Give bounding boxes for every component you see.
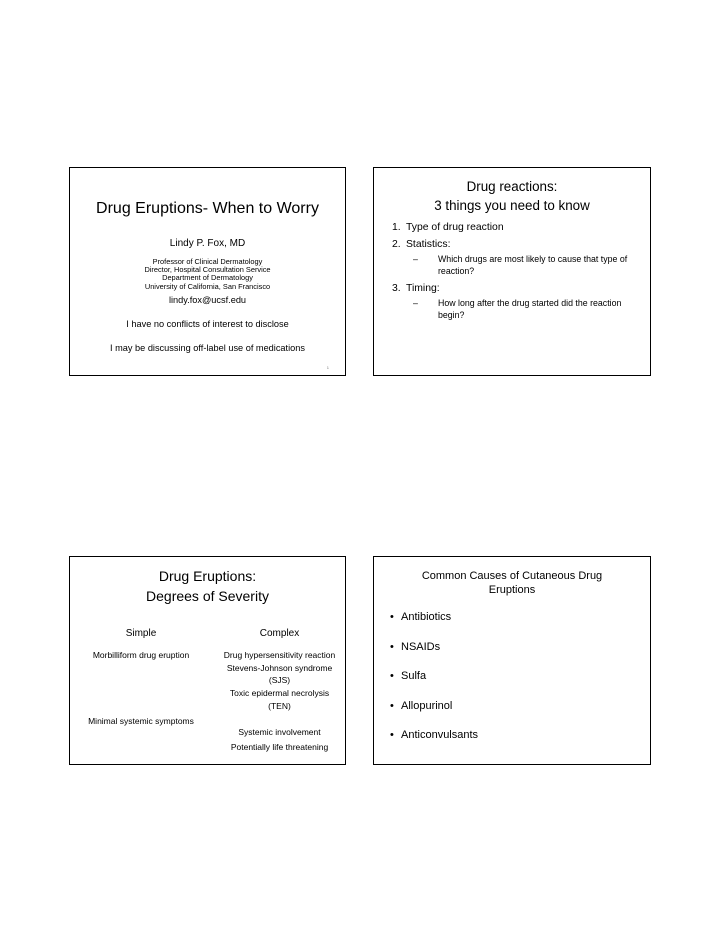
slide-1-title: Drug Eruptions- When to Worry: [96, 200, 319, 217]
title-line: 3 things you need to know: [434, 198, 590, 213]
sub-item: [392, 297, 640, 321]
list-item: [392, 236, 640, 253]
slide-4-title: [374, 569, 650, 597]
bullet-marker: •: [390, 670, 394, 682]
list-text: Statistics:: [406, 239, 451, 250]
title-line: Drug reactions:: [466, 179, 558, 194]
author-name: Lindy P. Fox, MD: [169, 238, 246, 249]
list-number: 2.: [392, 239, 401, 250]
list-number: 3.: [392, 283, 401, 294]
bullet-text: Sulfa: [401, 670, 427, 682]
numbered-list: [392, 219, 640, 324]
bullet-marker: •: [390, 640, 394, 653]
title-line: Common Causes of Cutaneous Drug: [421, 570, 603, 582]
slide-2-title: [374, 177, 650, 215]
page-number: 1: [326, 365, 329, 370]
complex-item: (SJS): [268, 675, 291, 685]
sub-item: [392, 253, 640, 277]
slide-drug-reactions: [373, 167, 651, 376]
list-item: [392, 219, 640, 236]
bullet-marker: •: [390, 699, 394, 712]
bullet-marker: •: [390, 729, 394, 741]
bullet-text: Allopurinol: [401, 699, 453, 712]
bullet-text: NSAIDs: [401, 640, 441, 653]
title-line: Eruptions: [488, 584, 536, 596]
simple-item: Morbilliform drug eruption: [92, 650, 190, 660]
affiliation-line: Professor of Clinical Dermatology: [152, 257, 263, 266]
simple-item: Minimal systemic symptoms: [88, 716, 194, 726]
simple-header: Simple: [125, 628, 157, 639]
complex-item: Toxic epidermal necrolysis: [229, 688, 330, 698]
sub-item-line: How long after the drug started did the reaction: [438, 298, 622, 308]
author-affiliation: [70, 258, 345, 291]
slide-severity: [69, 556, 346, 765]
slide-title: [69, 167, 346, 376]
title-line: Drug Eruptions:: [158, 568, 257, 584]
affiliation-line: University of California, San Francisco: [144, 281, 271, 291]
author-email: lindy.fox@ucsf.edu: [168, 295, 247, 305]
complex-item: Stevens-Johnson syndrome: [226, 663, 333, 673]
complex-header: Complex: [259, 628, 300, 639]
list-text: Timing:: [406, 283, 440, 294]
offlabel-text: I may be discussing off-label use of medications: [110, 343, 305, 353]
dash-marker: –: [413, 298, 418, 308]
affiliation-line: Director, Hospital Consultation Service: [144, 265, 271, 275]
complex-item: Drug hypersensitivity reaction: [223, 650, 336, 660]
bullet-marker: •: [390, 611, 394, 623]
sub-item-line: Which drugs are most likely to cause that type of: [438, 254, 628, 264]
dash-marker: –: [413, 254, 418, 264]
title-line: Degrees of Severity: [146, 588, 269, 604]
affiliation-line: Department of Dermatology: [162, 273, 253, 283]
sub-item-line: reaction?: [438, 266, 475, 276]
list-item: [392, 280, 640, 297]
complex-item: Systemic involvement: [238, 727, 321, 737]
disclosure-text: I have no conflicts of interest to disclose: [126, 319, 289, 329]
list-number: 1.: [392, 222, 401, 233]
complex-item: Potentially life threatening: [230, 742, 329, 752]
bullet-text: Antibiotics: [401, 611, 452, 623]
complex-item: (TEN): [268, 701, 291, 711]
bullet-text: Anticonvulsants: [401, 729, 479, 741]
slide-3-title: [70, 566, 345, 606]
sub-item-line: begin?: [438, 310, 465, 320]
list-text: Type of drug reaction: [406, 222, 504, 233]
slide-common-causes: [373, 556, 651, 765]
